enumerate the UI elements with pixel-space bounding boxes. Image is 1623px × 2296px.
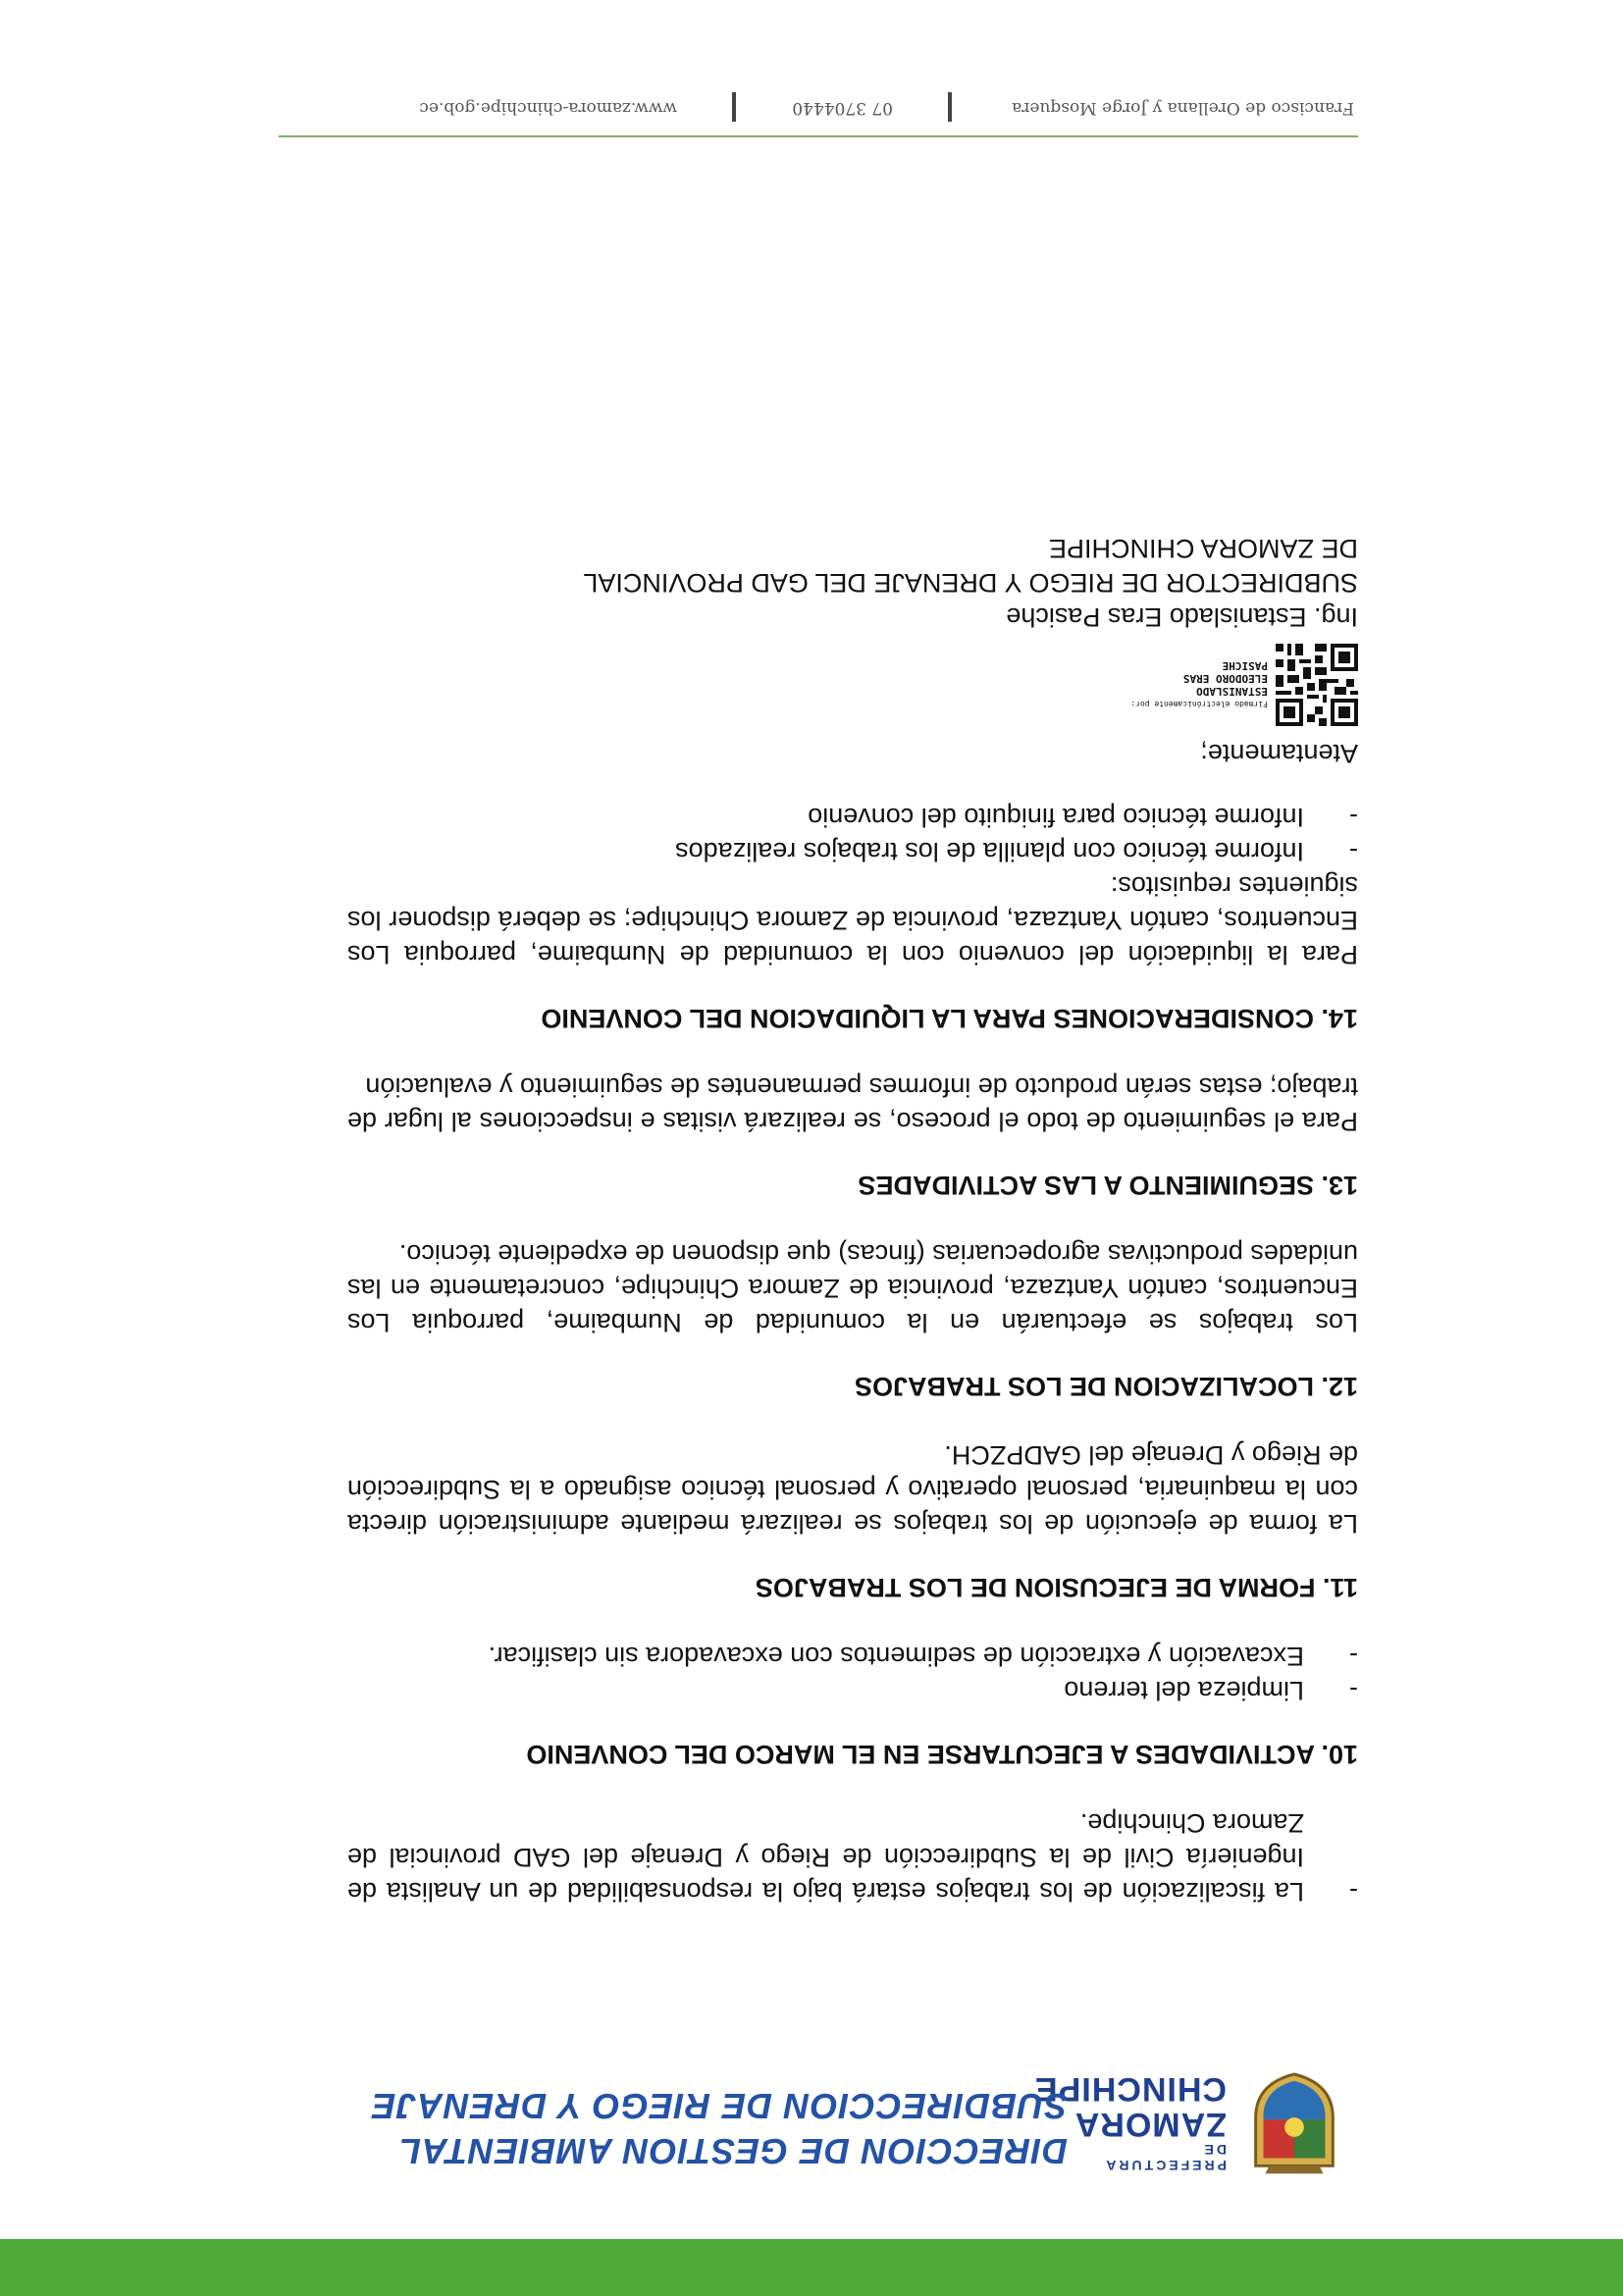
list-item: - Limpieza del terreno	[347, 1673, 1358, 1707]
section-14-title: 14. CONSIDERACIONES PARA LA LIQUIDACION DEL CONVENIO	[541, 1004, 1358, 1033]
list-item: - Informe técnico con planilla de los trabajos realizados	[347, 834, 1358, 868]
section-12-title: 12. LOCALIZACION DE LOS TRABAJOS	[854, 1372, 1358, 1401]
intro-bullet-text: La fiscalización de los trabajos estará bajo la responsabilidad de un Analista de Ingeniería Civil de la Subdirección de Riego y Drenaje del GAD provincial de Zamora Chinchipe.	[347, 1808, 1304, 1906]
section-13-text: Para el seguimiento de todo el proceso, se realizará visitas e inspecciones al lugar de trabajo; estas serán producto de informes permanentes de seguimiento y evaluación	[347, 1072, 1358, 1136]
department-lines	[184, 2083, 1068, 2173]
signer-name: Ing. Estanislado Eras Pasiche	[1006, 602, 1358, 632]
section-11-title: 11. FORMA DE EJECUSION DE LOS TRABAJOS	[755, 1573, 1358, 1602]
department-line-2: SUBDIRECCION DE RIEGO Y DRENAJE	[371, 2086, 1068, 2126]
brand-prefectura: PREFECTURA DE	[1103, 2142, 1227, 2173]
section-13-title: 13. SEGUIMIENTO A LAS ACTIVIDADES	[858, 1171, 1358, 1200]
list-item: - Excavación y extracción de sedimentos con excavadora sin clasificar.	[347, 1639, 1358, 1673]
footer-address: Francisco de Orellana y Jorge Mosquera	[1012, 98, 1354, 118]
closing: Atentamente;	[1200, 739, 1358, 768]
letterhead	[106, 2046, 1352, 2193]
s10-item-2: Excavación y extracción de sedimentos con excavadora sin clasificar.	[488, 1642, 1304, 1671]
coat-of-arms-icon	[1236, 2069, 1352, 2185]
section-12-text: Los trabajos se efectuarán en la comunidad de Numbaime, parroquia Los Encuentros, cantón Yantzaza, provincia de Zamora Chinchipe, concretamente en las unidades productivas agropecuarias (fincas) que disponen de expediente técnico.	[347, 1239, 1358, 1337]
footer-separator	[732, 92, 736, 122]
s10-item-1: Limpieza del terreno	[1064, 1676, 1304, 1705]
brand-zamora: ZAMORA	[1073, 2106, 1227, 2143]
electronic-signature	[347, 644, 1358, 726]
brand-block	[1033, 2070, 1227, 2173]
signature-qr-caption: Firmado electrónicamente por: ESTANISLADO ELEODORO ERAS PASICHE	[1130, 659, 1268, 708]
section-14-text: Para la liquidación del convenio con la comunidad de Numbaime, parroquia Los Encuentros, cantón Yantzaza, provincia de Zamora Chinchipe; se deberá disponer los siguientes requisitos:	[347, 871, 1358, 969]
signer-role-1: SUBDIRECTOR DE RIEGO Y DRENAJE DEL GAD PROVINCIAL	[583, 568, 1358, 598]
section-11-text: La forma de ejecución de los trabajos se realizará mediante administración directa con la maquinaria, personal operativo y personal técnico asignado a la Subdirección de Riego y Drenaje del GADPZCH.	[347, 1440, 1358, 1539]
s14-item-1: Informe técnico con planilla de los trabajos realizados	[675, 837, 1304, 866]
footer-separator	[948, 92, 952, 122]
footer-website: www.zamora-chinchipe.gob.ec	[419, 98, 677, 118]
section-10-title: 10. ACTIVIDADES A EJECUTARSE EN EL MARCO DEL CONVENIO	[526, 1740, 1358, 1769]
s14-item-2: Informe técnico para finiquito del convenio	[808, 803, 1304, 832]
qr-code-icon	[1276, 644, 1358, 726]
footer-phone: 07 3704440	[792, 98, 893, 118]
list-item: - La fiscalización de los trabajos estará bajo la responsabilidad de un Analista de Ingeniería Civil de la Subdirección de Riego y Drenaje del GAD provincial de Zamora Chinchipe.	[347, 1805, 1358, 1908]
list-item: - Informe técnico para finiquito del convenio	[347, 800, 1358, 834]
footer	[285, 86, 1354, 126]
brand-chinchipe: CHINCHIPE	[1033, 2070, 1227, 2108]
document-body	[347, 531, 1358, 1908]
department-line-1: DIRECCION DE GESTION AMBIENTAL	[397, 2131, 1068, 2171]
signature-block	[347, 531, 1358, 770]
green-header-bar	[0, 2239, 1623, 2296]
footer-divider	[279, 135, 1358, 137]
signer-role-2: DE ZAMORA CHINCHIPE	[1048, 534, 1358, 563]
